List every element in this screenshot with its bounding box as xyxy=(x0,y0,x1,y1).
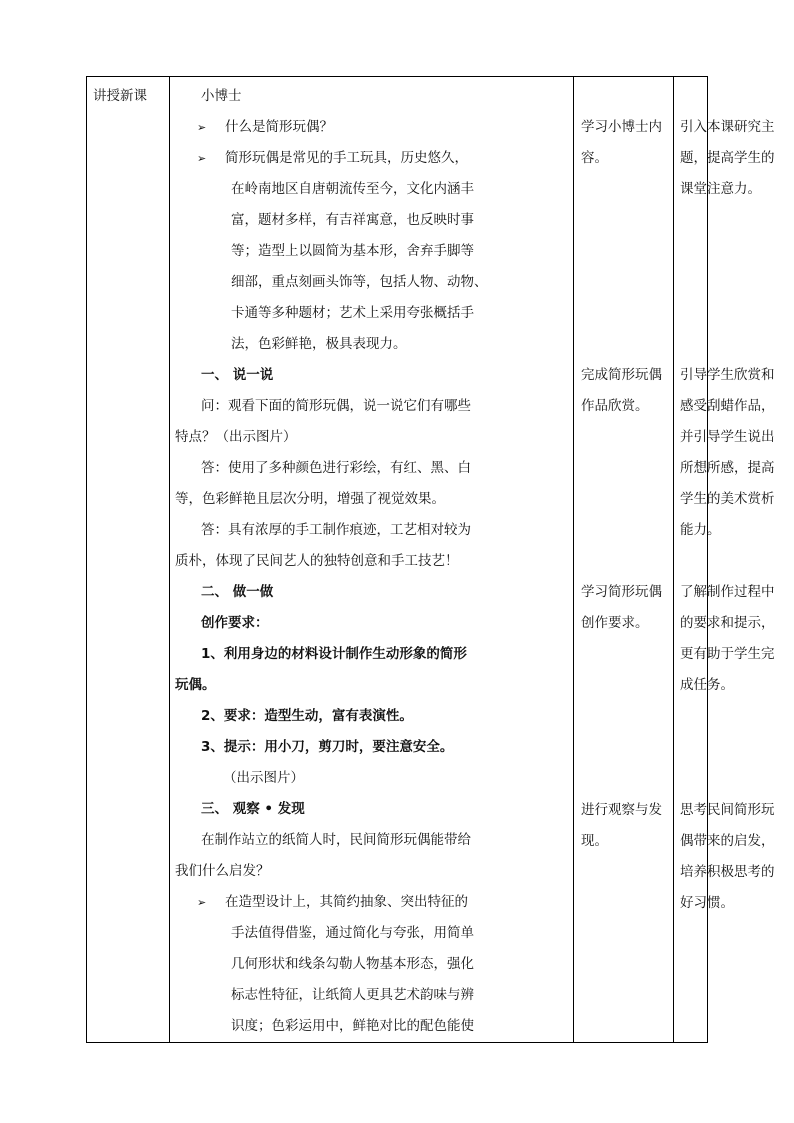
lesson-plan-table xyxy=(86,76,775,1043)
observe-line: 标志性特征，让纸简人更具艺术韵味与辨 xyxy=(231,987,474,1003)
section-text: 答：具有浓厚的手工制作痕迹，工艺相对较为 xyxy=(201,522,471,538)
section-text: 特点？（出示图片） xyxy=(175,429,297,445)
intent-block: 思考民间简形玩 偶带来的启发， 培养积极思考的 好习惯。 xyxy=(680,802,775,911)
teaching-content-cell xyxy=(169,77,573,1042)
image-note: （出示图片） xyxy=(223,770,304,786)
observe-line: 识度；色彩运用中，鲜艳对比的配色能使 xyxy=(231,1018,474,1034)
activity-block: 学习简形玩偶 创作要求。 xyxy=(581,584,662,631)
activity-block: 学习小博士内 容。 xyxy=(581,119,662,166)
observe-item: ➢ 在造型设计上，其简约抽象、突出特征的 xyxy=(175,887,573,918)
answer-line: 细部，重点刻画头饰等，包括人物、动物、 xyxy=(231,274,488,290)
activity-block: 完成简形玩偶 作品欣赏。 xyxy=(581,367,662,414)
section-title-make: 二、 做一做 xyxy=(201,584,274,600)
requirement-item: 3、提示：用小刀，剪刀时，要注意安全。 xyxy=(201,739,454,755)
requirement-item: 1、利用身边的材料设计制作生动形象的简形 xyxy=(201,646,467,662)
section-text: 问：观看下面的简形玩偶，说一说它们有哪些 xyxy=(201,398,471,414)
answer-line: 卡通等多种题材；艺术上采用夸张概括手 xyxy=(231,305,474,321)
intent-block: 了解制作过程中 的要求和提示， 更有助于学生完 成任务。 xyxy=(680,584,775,693)
row-label-cell xyxy=(87,77,169,1042)
answer-item: ➢ 简形玩偶是常见的手工玩具，历史悠久， xyxy=(175,143,573,174)
section-text: 答：使用了多种颜色进行彩绘，有红、黑、白 xyxy=(201,460,471,476)
section-subtitle: 创作要求： xyxy=(201,615,269,631)
section-text: 我们什么启发？ xyxy=(175,863,270,879)
observe-line: 几何形状和线条勾勒人物基本形态，强化 xyxy=(231,956,474,972)
bullet-icon: ➢ xyxy=(197,152,207,165)
answer-line: 富，题材多样，有吉祥寓意，也反映时事 xyxy=(231,212,474,228)
question-item: ➢ 什么是简形玩偶？ xyxy=(175,112,573,143)
intent-block: 引导学生欣赏和 感受刮蜡作品， 并引导学生说出 所想所感，提高 学生的美术赏析 能力。 xyxy=(680,367,775,538)
section-text: 等，色彩鲜艳且层次分明，增强了视觉效果。 xyxy=(175,491,445,507)
intent-block: 引入本课研究主 题，提高学生的 课堂注意力。 xyxy=(680,119,775,197)
answer-line: 等；造型上以圆简为基本形，舍弃手脚等 xyxy=(231,243,474,259)
bullet-icon: ➢ xyxy=(197,121,207,134)
student-activity-cell xyxy=(573,77,673,1042)
observe-line: 手法值得借鉴，通过简化与夸张，用简单 xyxy=(231,925,474,941)
answer-line: 在岭南地区自唐朝流传至今，文化内涵丰 xyxy=(231,181,474,197)
design-intent-cell xyxy=(673,77,793,1042)
activity-block: 进行观察与发 现。 xyxy=(581,802,662,849)
section-text: 质朴，体现了民间艺人的独特创意和手工技艺！ xyxy=(175,553,459,569)
bullet-icon: ➢ xyxy=(197,896,207,909)
section-title-observe: 三、 观察 • 发现 xyxy=(201,801,305,817)
section-text: 在制作站立的纸简人时，民间简形玩偶能带给 xyxy=(201,832,471,848)
requirement-item: 2、要求：造型生动，富有表演性。 xyxy=(201,708,413,724)
row-label: 讲授新课 xyxy=(93,88,147,104)
section-title-speak: 一、 说一说 xyxy=(201,367,274,383)
intro-title: 小博士 xyxy=(201,88,242,104)
requirement-item: 玩偶。 xyxy=(175,677,216,693)
answer-line: 法，色彩鲜艳，极具表现力。 xyxy=(231,336,407,352)
